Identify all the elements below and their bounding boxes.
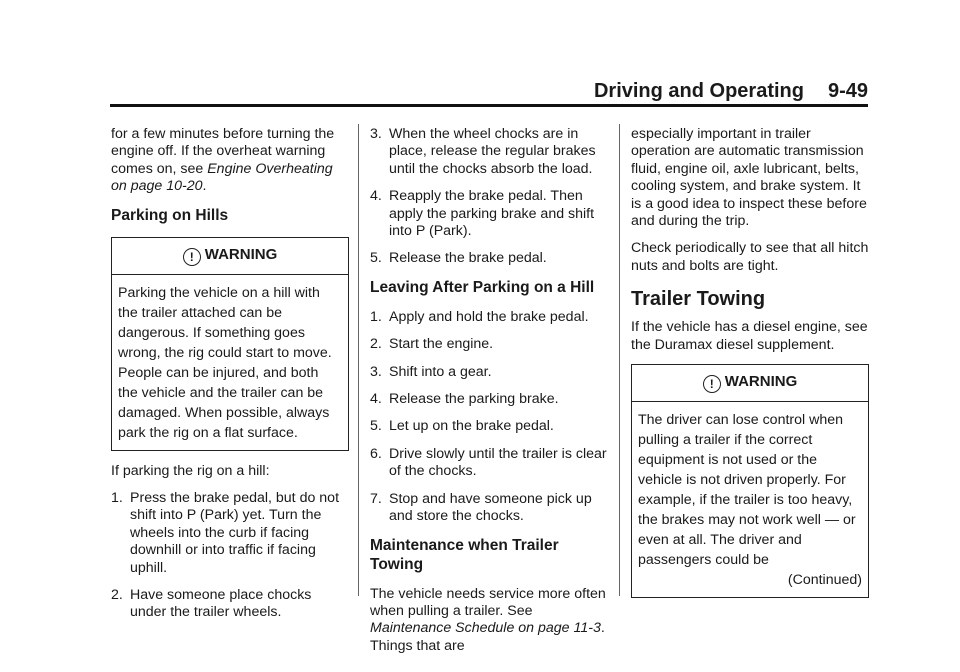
maintenance-continued-paragraph: especially important in trailer operation are automatic transmission fluid, engine oil, axle lubricant, belts, cooling system, and brake system. It is a good idea to inspect these before and during the trip. bbox=[631, 126, 867, 230]
list-item: 5. Release the brake pedal. bbox=[370, 250, 547, 267]
cross-reference-link[interactable]: Engine Overheating on page 10-20 bbox=[111, 160, 333, 195]
header-title: Driving and Operating bbox=[593, 80, 804, 102]
list-item: 1. Press the brake pedal, but do not shift into P (Park) yet. Turn the wheels into the curb if facing downhill or into traffic if facing uphill. bbox=[111, 490, 340, 576]
parking-steps-list bbox=[111, 490, 349, 622]
list-item: 4. Release the parking brake. bbox=[370, 391, 559, 408]
list-item: 2. Start the engine. bbox=[370, 336, 494, 353]
warning-body: The driver can lose control when pulling a trailer if the correct equipment is not used or the vehicle is not driven properly. For example, if the trailer is too heavy, the brakes may not work well — or even at all. The driver and passengers could be (Continued) bbox=[638, 412, 862, 589]
list-item: 3. When the wheel chocks are in place, release the regular brakes until the chocks absorb the load. bbox=[370, 126, 596, 177]
column-1 bbox=[111, 126, 349, 632]
warning-header: ! WARNING bbox=[112, 238, 348, 275]
warning-box bbox=[111, 237, 349, 451]
section-heading-maintenance: Maintenance when Trailer Towing bbox=[370, 536, 559, 573]
warning-box bbox=[631, 364, 869, 598]
diesel-paragraph: If the vehicle has a diesel engine, see the Duramax diesel supplement. bbox=[631, 319, 868, 353]
warning-icon: ! bbox=[183, 248, 201, 266]
list-item: 4. Reapply the brake pedal. Then apply the parking brake and shift into P (Park). bbox=[370, 188, 595, 240]
list-item: 2. Have someone place chocks under the trailer wheels. bbox=[111, 587, 312, 621]
column-3 bbox=[631, 126, 869, 610]
page-number: 9-49 bbox=[827, 80, 868, 102]
leaving-steps-list bbox=[370, 309, 610, 526]
lead-paragraph: If parking the rig on a hill: bbox=[111, 462, 270, 479]
section-heading-parking-on-hills: Parking on Hills bbox=[111, 206, 229, 224]
header-rule bbox=[110, 104, 868, 107]
intro-paragraph: for a few minutes before turning the engine off. If the overheat warning comes on, see Engine Overheating on page 10-20. bbox=[111, 126, 335, 195]
section-heading-leaving: Leaving After Parking on a Hill bbox=[370, 278, 595, 296]
list-item: 1. Apply and hold the brake pedal. bbox=[370, 308, 589, 325]
section-heading-trailer-towing: Trailer Towing bbox=[631, 288, 766, 311]
continued-label: (Continued) bbox=[787, 572, 862, 589]
warning-body: Parking the vehicle on a hill with the trailer attached can be dangerous. If something goes wrong, the rig could start to move. People can be injured, and both the vehicle and the trailer can be damaged. When possible, always park the rig on a flat surface. bbox=[118, 284, 332, 441]
warning-icon: ! bbox=[703, 375, 721, 393]
hitch-check-paragraph: Check periodically to see that all hitch nuts and bolts are tight. bbox=[631, 240, 869, 274]
column-divider bbox=[619, 124, 620, 596]
warning-header: ! WARNING bbox=[632, 365, 868, 402]
list-item: 5. Let up on the brake pedal. bbox=[370, 418, 554, 435]
running-header bbox=[110, 80, 868, 104]
cross-reference-link[interactable]: Maintenance Schedule on page 11-3 bbox=[370, 620, 601, 637]
maintenance-paragraph: The vehicle needs service more often when pulling a trailer. See Maintenance Schedule on page 11-3. Things that are bbox=[370, 585, 606, 654]
column-2 bbox=[370, 126, 610, 665]
column-divider bbox=[358, 124, 359, 596]
list-item: 3. Shift into a gear. bbox=[370, 363, 492, 380]
list-item: 6. Drive slowly until the trailer is clear of the chocks. bbox=[370, 445, 607, 480]
parking-steps-list-continued bbox=[370, 126, 610, 268]
list-item: 7. Stop and have someone pick up and store the chocks. bbox=[370, 490, 592, 525]
